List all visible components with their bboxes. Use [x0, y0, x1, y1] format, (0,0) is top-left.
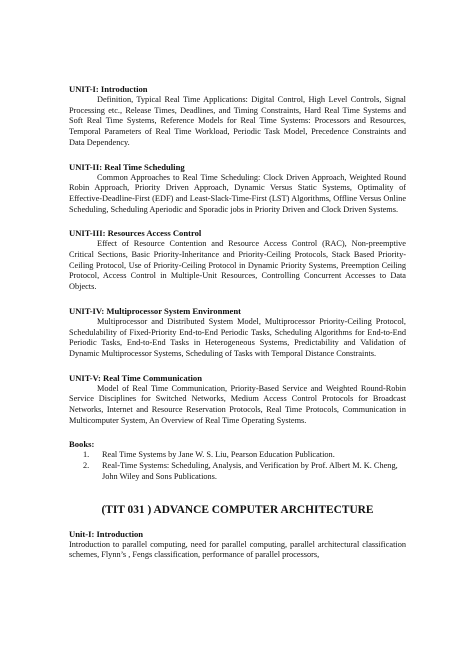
course-title: (TIT 031 ) ADVANCE COMPUTER ARCHITECTURE — [101, 503, 374, 516]
books-section — [69, 439, 406, 482]
book-item — [69, 461, 406, 482]
books-list — [69, 450, 406, 482]
unit-4-section — [69, 306, 406, 360]
book-text: Real-Time Systems: Scheduling, Analysis, and Verification by Prof. Albert M. K. Cheng, John Wiley and Sons Publications. — [102, 461, 398, 481]
unit-heading: UNIT-I: Introduction — [69, 84, 148, 94]
book-item — [69, 450, 406, 461]
course-unit-1-section — [69, 529, 406, 561]
unit-2-section — [69, 162, 406, 216]
unit-1-section — [69, 84, 406, 149]
unit-description: Multiprocessor and Distributed System Model, Multiprocessor Priority-Ceiling Protocol, Schedulability of Fixed-Priority End-to-End Periodic Tasks, Scheduling Algorithms for End-to-End Periodic Tasks, End-to-End Tasks in Heterogeneous Systems, Predictability and Validation of Dynamic Multiprocessor Systems, Scheduling of Tasks with Temporal Distance Constraints. — [69, 316, 406, 358]
unit-description: Common Approaches to Real Time Scheduling: Clock Driven Approach, Weighted Round Robin Approach, Priority Driven Approach, Dynamic Versus Static Systems, Optimality of Effective-Deadline-First (EDF) and Least-Slack-Time-First (LST) Algorithms, Offline Versus Online Scheduling, Scheduling Aperiodic and Sporadic jobs in Priority Driven and Clock Driven Systems. — [69, 172, 406, 214]
book-number: 2. — [83, 461, 90, 471]
book-number: 1. — [83, 450, 90, 460]
syllabus-page — [69, 84, 406, 574]
unit-heading: UNIT-II: Real Time Scheduling — [69, 161, 185, 172]
unit-5-section — [69, 373, 406, 427]
unit-heading: Unit-I: Introduction — [69, 528, 144, 539]
unit-description: Introduction to parallel computing, need for parallel computing, parallel architectural classification schemes, Flynn’s , Fengs classification, performance of parallel processors, — [69, 539, 406, 560]
unit-description: Effect of Resource Contention and Resource Access Control (RAC), Non-preemptive Critical Sections, Basic Priority-Inheritance and Priority-Ceiling Protocols, Stack Based Priority-Ceiling Protocol, Use of Priority-Ceiling Protocol in Dynamic Priority Systems, Preemption Ceiling Protocol, Access Control in Multiple-Unit Resources, Controlling Concurrent Accesses to Data Objects. — [69, 239, 406, 292]
unit-heading: UNIT-IV: Multiprocessor System Environment — [69, 305, 241, 316]
unit-heading: UNIT-V: Real Time Communication — [69, 372, 202, 383]
unit-description: Definition, Typical Real Time Applications: Digital Control, High Level Controls, Signal Processing etc., Release Times, Deadlines, and Timing Constraints, Hard Real Time Systems and Soft Real Time Systems, Reference Models for Real Time Systems: Processors and Resources, Temporal Parameters of Real Time Workload, Periodic Task Model, Precedence Constraints and Data Dependency. — [69, 95, 406, 147]
unit-heading: UNIT-III: Resources Access Control — [69, 228, 202, 239]
unit-description: Model of Real Time Communication, Priority-Based Service and Weighted Round-Robin Service Disciplines for Switched Networks, Medium Access Control Protocols for Broadcast Networks, Internet and Resource Reservation Protocols, Real Time Protocols, Communication in Multicomputer System, An Overview of Real Time Operating Systems. — [69, 383, 406, 425]
books-heading: Books: — [69, 439, 95, 450]
unit-3-section — [69, 228, 406, 293]
book-text: Real Time Systems by Jane W. S. Liu, Pearson Education Publication. — [102, 450, 335, 460]
